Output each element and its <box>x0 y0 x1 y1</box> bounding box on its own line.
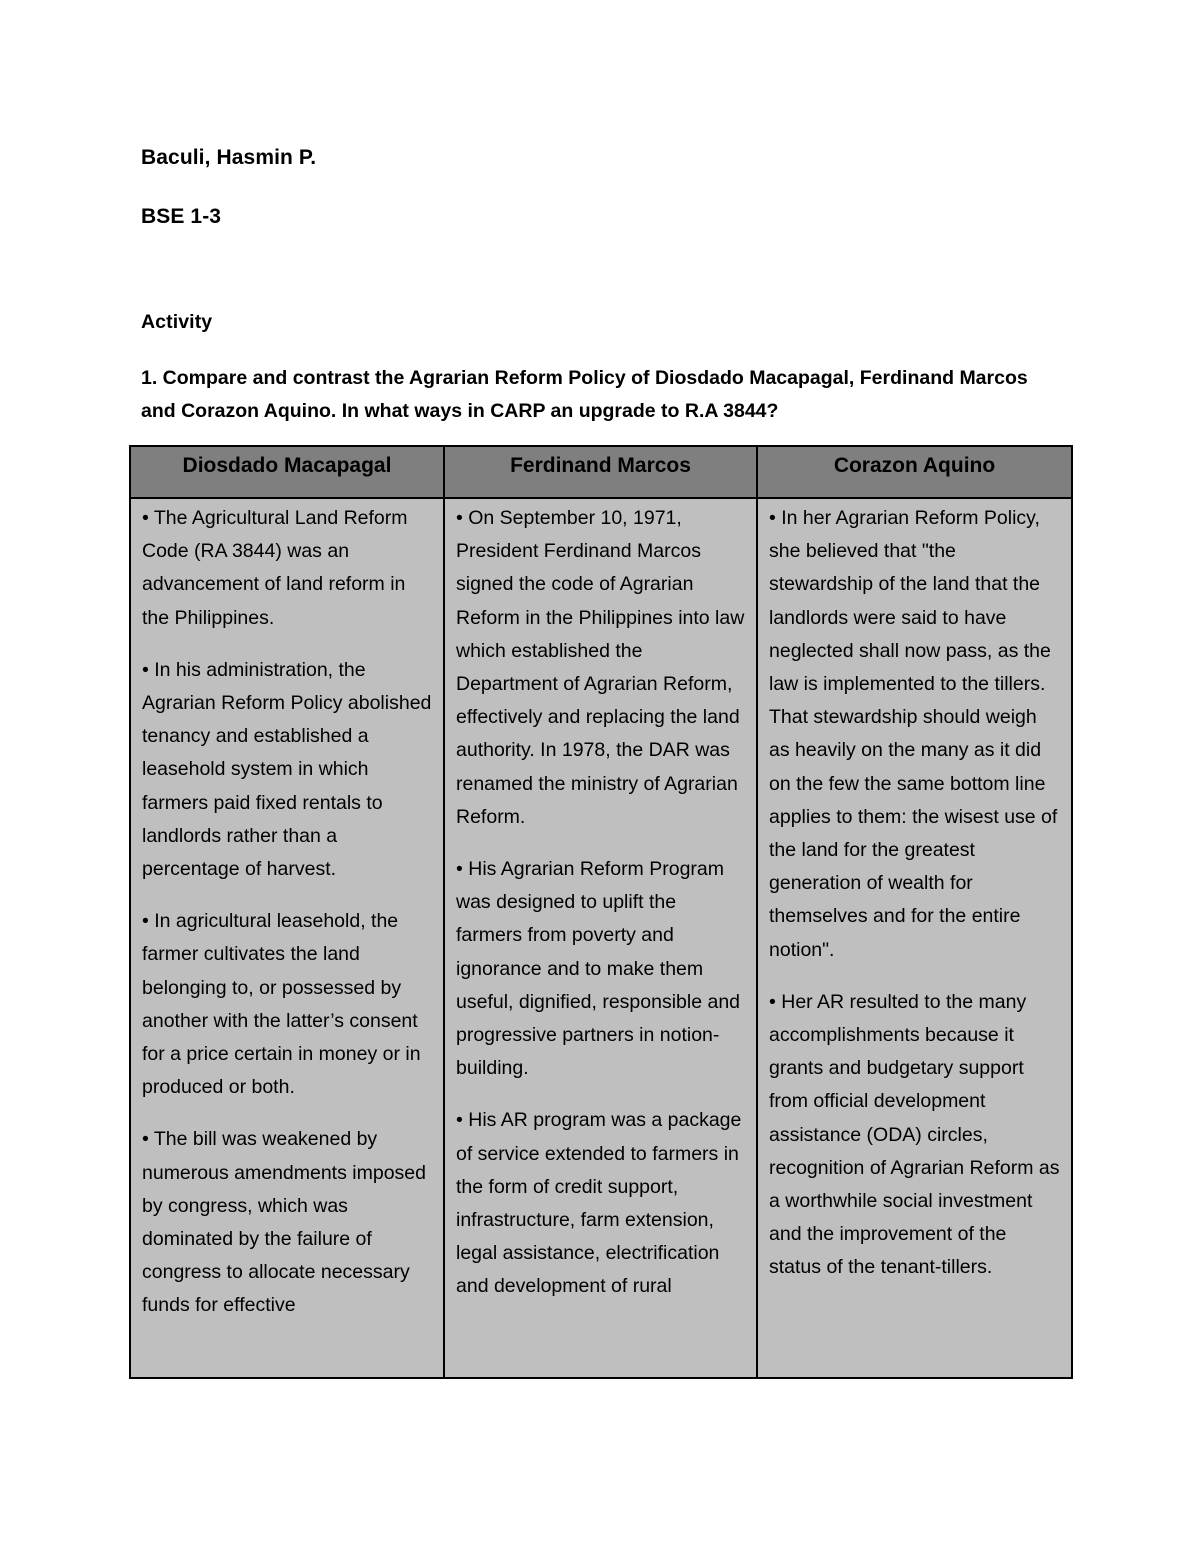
bullet-point: • The bill was weakened by numerous amendments imposed by congress, which was dominated by the failure of congress to allocate necessary funds for effective <box>142 1128 426 1317</box>
comparison-table <box>129 445 1073 1379</box>
activity-heading: Activity <box>141 311 213 333</box>
header-marcos: Ferdinand Marcos <box>444 446 757 498</box>
bullet-point: • Her AR resulted to the many accomplishments because it grants and budgetary support from official development assistance (ODA) circles, recognition of Agrarian Reform as a worthwhile social investment and the improvement of the status of the tenant-tillers. <box>769 990 1060 1279</box>
bullet-point: • In his administration, the Agrarian Reform Policy abolished tenancy and established a leasehold system in which farmers paid fixed rentals to landlords rather than a percentage of harvest. <box>142 658 432 881</box>
bullet-point: • The Agricultural Land Reform Code (RA 3844) was an advancement of land reform in the Philippines. <box>142 507 408 629</box>
cell-aquino <box>757 498 1072 1378</box>
bullet-point: • On September 10, 1971, President Ferdinand Marcos signed the code of Agrarian Reform in the Philippines into law which established the Department of Agrarian Reform, effectively and replacing the land authority. In 1978, the DAR was renamed the ministry of Agrarian Reform. <box>456 507 745 828</box>
cell-macapagal <box>130 498 444 1378</box>
bullet-point: • His Agrarian Reform Program was designed to uplift the farmers from poverty and ignorance and to make them useful, dignified, responsible and progressive partners in notion-building. <box>456 858 741 1080</box>
table-row <box>130 498 1072 1378</box>
student-section: BSE 1-3 <box>141 205 222 228</box>
header-aquino: Corazon Aquino <box>757 446 1072 498</box>
bullet-point: • His AR program was a package of service extended to farmers in the form of credit support, infrastructure, farm extension, legal assistance, electrification and development of rural <box>456 1109 742 1298</box>
bullet-point: • In her Agrarian Reform Policy, she believed that "the stewardship of the land that the landlords were said to have neglected shall now pass, as the law is implemented to the tillers. That stewardship should weigh as heavily on the many as it did on the few the same bottom line applies to them: the wisest use of the land for the greatest generation of wealth for themselves and for the entire notion". <box>769 507 1058 961</box>
question-text: 1. Compare and contrast the Agrarian Reform Policy of Diosdado Macapagal, Ferdinand Marcos and Corazon Aquino. In what ways in CARP an upgrade to R.A 3844? <box>141 367 1028 422</box>
bullet-point: • In agricultural leasehold, the farmer cultivates the land belonging to, or possessed by another with the latter’s consent for a price certain in money or in produced or both. <box>142 910 421 1099</box>
header-macapagal: Diosdado Macapagal <box>130 446 444 498</box>
student-name: Baculi, Hasmin P. <box>141 146 317 169</box>
table-header-row <box>130 446 1072 498</box>
cell-marcos <box>444 498 757 1378</box>
